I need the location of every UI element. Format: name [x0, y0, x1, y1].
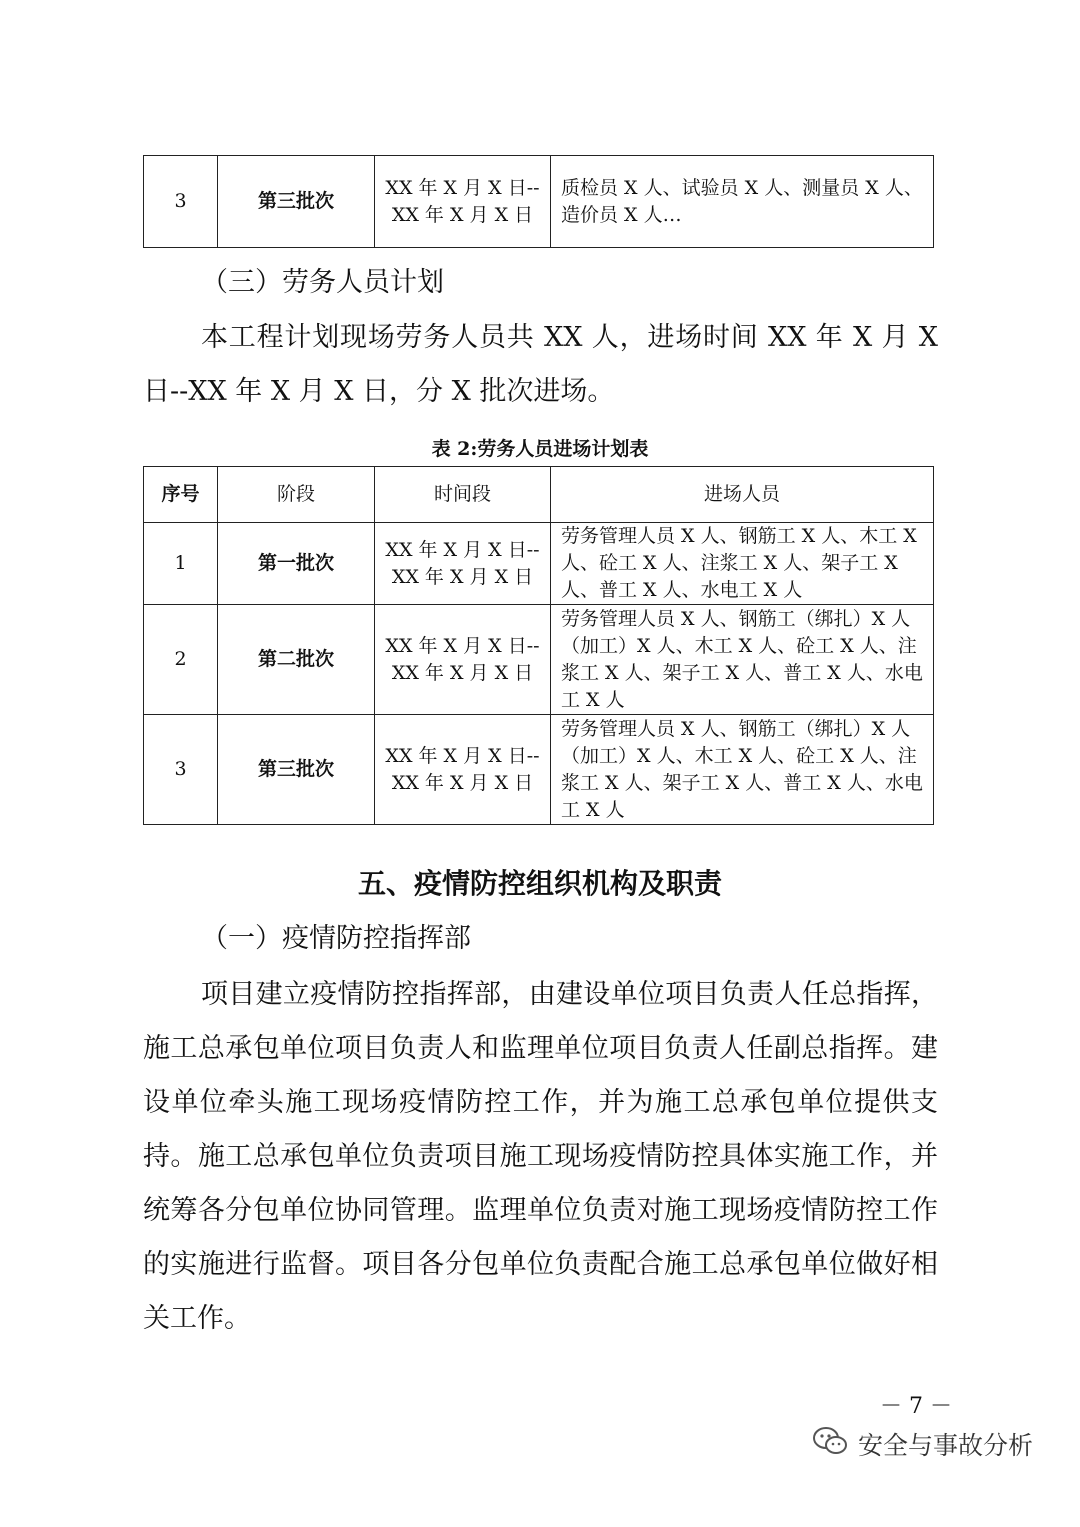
- row-batch: 第三批次: [218, 156, 375, 248]
- command-center-heading: （一）疫情防控指挥部: [201, 923, 471, 954]
- table-header-row: [144, 467, 934, 523]
- row-number: 1: [144, 523, 218, 605]
- row-batch: 第一批次: [218, 523, 375, 605]
- table-row: [144, 156, 934, 248]
- wechat-icon: [812, 1426, 848, 1462]
- command-center-paragraph: 项目建立疫情防控指挥部，由建设单位项目负责人任总指挥，施工总承包单位项目负责人和监理单位项目负责人任副总指挥。建设单位牵头施工现场疫情防控工作，并为施工总承包单位提供支持。施工总承包单位负责项目施工现场疫情防控具体实施工作，并统筹各分包单位协同管理。监理单位负责对施工现场疫情防控工作的实施进行监督。项目各分包单位负责配合施工总承包单位做好相关工作。: [143, 979, 938, 1334]
- header-personnel: 进场人员: [551, 467, 934, 523]
- section-title: 五、疫情防控组织机构及职责: [357, 867, 722, 900]
- table-row: [144, 715, 934, 825]
- labor-entry-table: [143, 466, 934, 825]
- row-date: XX 年 X 月 X 日--XX 年 X 月 X 日: [375, 715, 551, 825]
- row-date: XX 年 X 月 X 日--XX 年 X 月 X 日: [375, 605, 551, 715]
- row-date: XX 年 X 月 X 日--XX 年 X 月 X 日: [375, 523, 551, 605]
- table-row: [144, 523, 934, 605]
- row-batch: 第三批次: [218, 715, 375, 825]
- header-period: 时间段: [375, 467, 551, 523]
- header-number: 序号: [144, 467, 218, 523]
- watermark: [812, 1424, 1033, 1464]
- row-persons: 质检员 X 人、试验员 X 人、测量员 X 人、造价员 X 人…: [551, 156, 934, 248]
- watermark-text: 安全与事故分析: [858, 1431, 1034, 1460]
- page-number: － 7 －: [880, 1394, 952, 1419]
- row-date: XX 年 X 月 X 日--XX 年 X 月 X 日: [375, 156, 551, 248]
- labor-plan-paragraph: 本工程计划现场劳务人员共 XX 人，进场时间 XX 年 X 月 X 日--XX 年 X 月 X 日，分 X 批次进场。: [143, 322, 938, 407]
- header-stage: 阶段: [218, 467, 375, 523]
- table-row: [144, 605, 934, 715]
- row-number: 2: [144, 605, 218, 715]
- row-batch: 第二批次: [218, 605, 375, 715]
- row-persons: 劳务管理人员 X 人、钢筋工 X 人、木工 X 人、砼工 X 人、注浆工 X 人、架子工 X 人、普工 X 人、水电工 X 人: [551, 523, 934, 605]
- row-number: 3: [144, 715, 218, 825]
- row-persons: 劳务管理人员 X 人、钢筋工（绑扎）X 人（加工）X 人、木工 X 人、砼工 X 人、注浆工 X 人、架子工 X 人、普工 X 人、水电工 X 人: [551, 605, 934, 715]
- row-persons: 劳务管理人员 X 人、钢筋工（绑扎）X 人（加工）X 人、木工 X 人、砼工 X 人、注浆工 X 人、架子工 X 人、普工 X 人、水电工 X 人: [551, 715, 934, 825]
- top-table: [143, 155, 934, 248]
- labor-plan-heading: （三）劳务人员计划: [201, 267, 444, 298]
- table2-caption: 表 2:劳务人员进场计划表: [431, 438, 649, 460]
- row-number: 3: [144, 156, 218, 248]
